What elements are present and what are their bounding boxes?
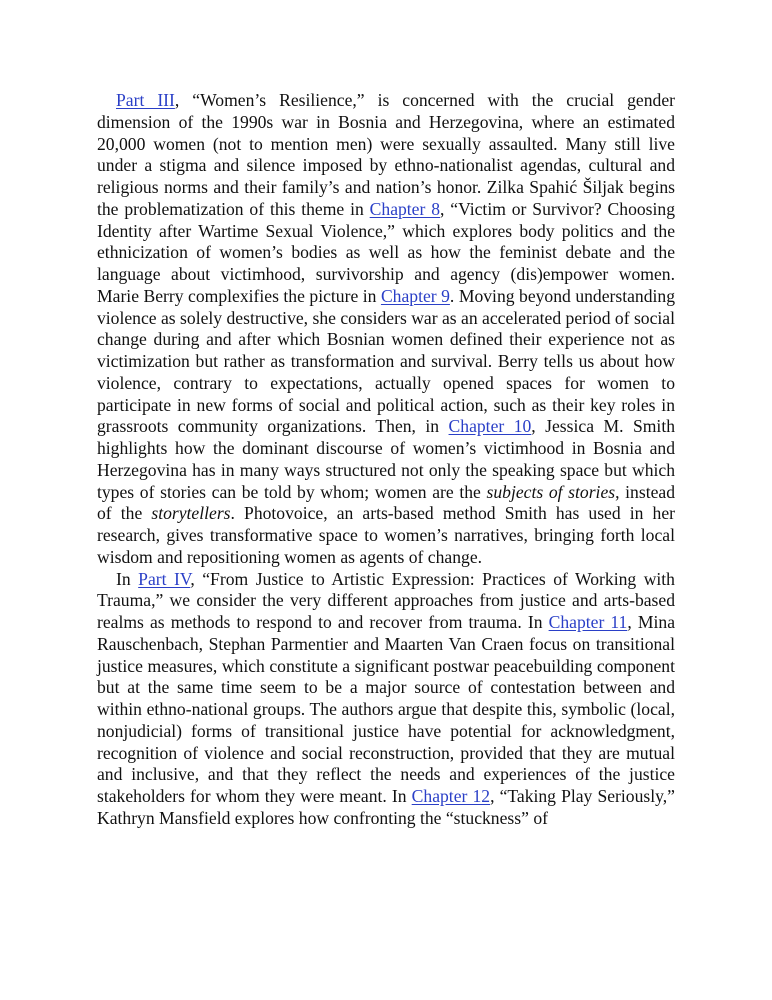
paragraph-text: , “Victim or Survivor? Choosing Identity after Wartime Sexual Violence,” which explores body politics and the ethnicization of women’s bodies as well as how the feminist debate and the language about victimhood, survivorship and agency (dis)empower women. Marie Berry complexifies the picture in <box>97 198 675 306</box>
italic-phrase: storytellers <box>151 503 231 524</box>
paragraph-text: , “Women’s Resilience,” is concerned with the crucial gender dimension of the 1990s war in Bosnia and Herzegovina, where an estimated 20,000 women (not to mention men) were sexually assaulted. Many still live under a stigma and silence imposed by ethno-nationalist agendas, cultural and religious norms and their family’s and nation’s honor. Zilka Spahić Šiljak begins the problematization of this theme in <box>97 90 675 219</box>
italic-phrase: subjects of stories <box>486 481 616 502</box>
paragraph-text: . Photovoice, an arts-based method Smith has used in her research, gives transformative space to women’s narratives, bringing forth local wisdom and repositioning women as agents of change. <box>97 503 675 567</box>
chapter-10-link[interactable]: Chapter 10 <box>448 416 532 437</box>
paragraph-text: , “Taking Play Seriously,” Kathryn Mansfield explores how confronting the “stuckness” of <box>97 786 675 828</box>
chapter-11-link[interactable]: Chapter 11 <box>548 612 628 632</box>
paragraph-text: , Jessica M. Smith highlights how the dominant discourse of women’s victimhood in Bosnia and Herzegovina has in many ways structured not only the speaking space but which types of stories can be told by whom; women are the <box>97 416 675 502</box>
chapter-12-link[interactable]: Chapter 12 <box>411 786 491 806</box>
paragraph-text: . Moving beyond understanding violence as solely destructive, she considers war as an accelerated period of social change during and after which Bosnian women defined their experience not as victimization but rather as transformation and survival. Berry tells us about how violence, contrary to expectations, actually opened spaces for women to participate in new forms of social and political action, such as their key roles in grassroots community organizations. Then, in <box>97 285 675 437</box>
document-page <box>97 90 675 830</box>
chapter-8-link[interactable]: Chapter 8 <box>369 198 441 219</box>
paragraph-text: , Mina Rauschenbach, Stephan Parmentier and Maarten Van Craen focus on transitional justice measures, which constitute a significant postwar peacebuilding component but at the same time seem to be a major source of contestation between and within ethno-national groups. The authors argue that despite this, symbolic (local, nonjudicial) forms of transitional justice have potential for acknowledgment, recognition of violence and social reconstruction, provided that they are mutual and inclusive, and that they reflect the needs and experiences of the justice stakeholders for whom they were meant. In <box>97 612 675 806</box>
paragraph-text: , “From Justice to Artistic Expression: Practices of Working with Trauma,” we consider the very different approaches from justice and arts-based realms as methods to respond to and recover from trauma. In <box>97 568 675 632</box>
paragraph-text: In <box>116 568 139 589</box>
paragraph-part-iii <box>97 90 675 569</box>
part-iv-link[interactable]: Part IV <box>138 568 191 589</box>
part-iii-link[interactable]: Part III <box>116 90 175 110</box>
paragraph-text: , instead of the <box>97 481 675 524</box>
paragraph-part-iv <box>97 569 675 830</box>
chapter-9-link[interactable]: Chapter 9 <box>380 285 450 306</box>
